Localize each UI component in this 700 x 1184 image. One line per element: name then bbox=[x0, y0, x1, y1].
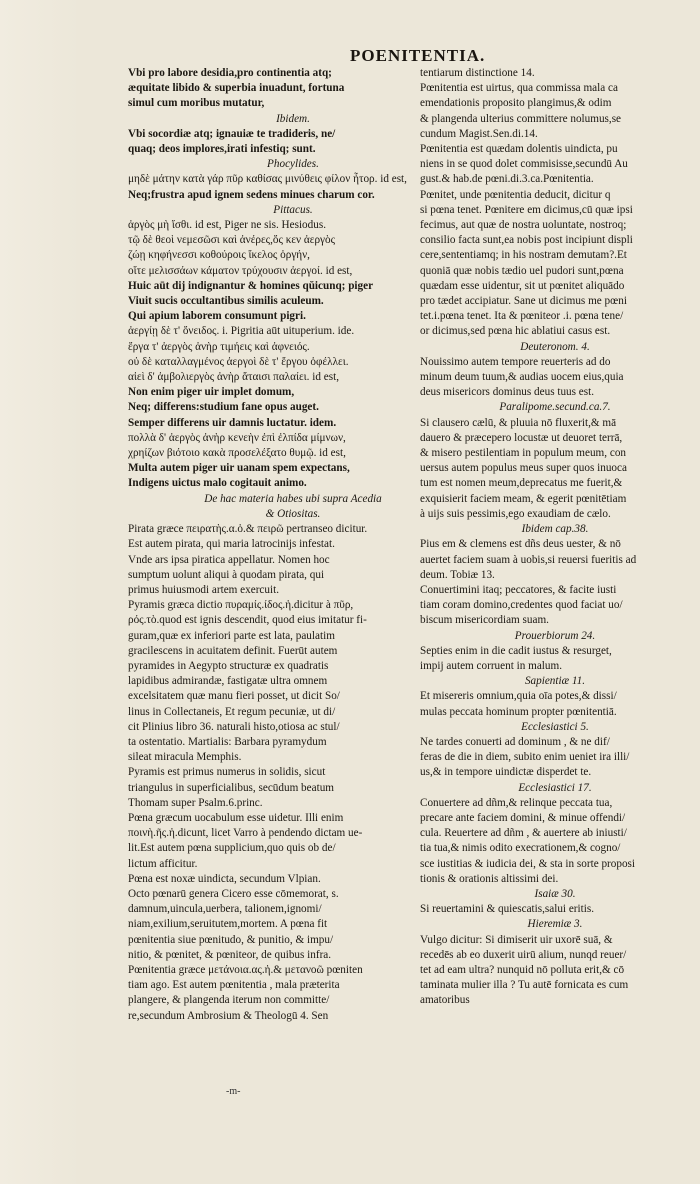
left-column-line: lapidibus admirandæ, fastigatæ ultra omnem bbox=[128, 675, 328, 688]
right-column-line: Pœnitentia est quædam dolentis uindicta, pu bbox=[420, 143, 618, 156]
right-column-line: tet ad eam ultra? nunquid nō polluta erit,& cō bbox=[420, 963, 625, 976]
left-column-line: Huic aūt dij indignantur & homines qŭicunq; piger bbox=[128, 279, 374, 292]
right-column-line: gust.& hab.de pœni.di.3.ca.Pœnitentia. bbox=[420, 173, 594, 186]
right-column-line: tiam coram domino,credentes quod faciat uo/ bbox=[420, 599, 623, 612]
left-column-line: Semper differens uir damnis luctatur. idem. bbox=[128, 416, 337, 429]
right-column-line: tum est nomen meum,deprecatus me fuerit,& bbox=[420, 477, 623, 490]
right-column-line: Paralipome.secund.ca.7. bbox=[499, 401, 611, 414]
left-column-line: Pœnitentia græce μετάνοια.ας.ἡ.& μετανοῶ pœniten bbox=[128, 963, 363, 976]
left-column-line: ζώῃ κηφήνεσσι κοθούροις ἴκελος ὀργήν, bbox=[128, 249, 310, 262]
left-column-line: Neq;frustra apud ignem sedens minues charum cor. bbox=[128, 188, 375, 201]
left-column-line: Neq; differens:studium fane opus auget. bbox=[128, 401, 319, 414]
left-column-line: Pœna est noxæ uindicta, secundum Vlpian. bbox=[128, 872, 321, 885]
left-column-line: lit.Est autem pœna supplicium,quo quis ob de/ bbox=[128, 842, 336, 855]
left-column-line: linus in Collectaneis, Et regum pecuniæ, ut di/ bbox=[128, 705, 336, 718]
left-column-line: Vbi pro labore desidia,pro continentia atq; bbox=[128, 67, 332, 79]
right-column-line: or dicimus,sed pœna hic ablatiui casus est. bbox=[420, 325, 611, 338]
left-column-line: αἰεὶ δ' ἀμβολιεργὸς ἀνὴρ ἄταισι παλαίει. id est, bbox=[128, 371, 339, 384]
left-column-line: ρός.τὸ.quod est ignis descendit, quod eius imitatur fi- bbox=[128, 614, 367, 627]
left-column-line: pyramides in Aegypto structuræ ex quadratis bbox=[128, 659, 329, 672]
right-column-line: Pius em & clemens est dñs deus uester, & nō bbox=[420, 538, 621, 551]
left-column-line: μηδὲ μάτην κατὰ γάρ πῦρ καθίσας μινύθεις φίλον ἦτορ. id est, bbox=[128, 173, 407, 186]
left-column-line: cit Plinius libro 36. naturali histo,otiosa ac stul/ bbox=[128, 720, 340, 733]
left-column-line: Indigens uictus malo cogitauit animo. bbox=[128, 477, 307, 490]
right-column-line: Si reuertamini & quiescatis,salui eritis. bbox=[420, 903, 594, 916]
right-column-line: Sapientiæ 11. bbox=[524, 675, 586, 688]
right-column-line: tionis & orationis altissimi dei. bbox=[420, 872, 559, 885]
right-column-line: emendationis proposito plangimus,& odim bbox=[420, 97, 612, 110]
left-column-line: Viuit sucis occultantibus similis aculeum. bbox=[128, 295, 324, 308]
left-margin bbox=[0, 0, 80, 1184]
left-column-line: æquitate libido & superbia inuadunt, fortuna bbox=[128, 82, 345, 95]
right-column-line: Ne tardes conuerti ad dominum , & ne dif/ bbox=[420, 735, 610, 748]
right-column-line: Et misereris omnium,quia oīa potes,& dissi/ bbox=[420, 690, 617, 703]
left-column-line: guram,quæ ex inferiori parte est lata, paulatim bbox=[128, 629, 335, 642]
left-column-line: Phocylides. bbox=[267, 158, 319, 171]
left-column-line: Est autem pirata, qui maria latrocinijs infestat. bbox=[128, 538, 335, 551]
left-column-line: Multa autem piger uir uanam spem expectans, bbox=[128, 462, 350, 475]
right-column-line: Deuteronom. 4. bbox=[520, 340, 590, 353]
left-column-line: ἀργὸς μὴ ἴσθι. id est, Piger ne sis. Hesiodus. bbox=[128, 219, 326, 232]
right-column-line: Hieremiæ 3. bbox=[527, 918, 583, 931]
left-column-line: Pittacus. bbox=[273, 203, 313, 216]
left-column-line: Octo pœnarū genera Cicero esse cōmemorat, s. bbox=[128, 887, 339, 900]
right-column-line: auertet faciem suam à uobis,si reuersi fueritis ad bbox=[420, 553, 637, 566]
right-column-line: tet.i.pœna tenet. Ita & pœniteor .i. pœna tene/ bbox=[420, 310, 624, 323]
left-column-line: quaq; deos implores,irati infestiq; sunt. bbox=[128, 143, 316, 156]
right-column-line: deus misericors dominus deus tuus est. bbox=[420, 386, 595, 399]
left-column-line: Thomam super Psalm.6.princ. bbox=[128, 796, 263, 809]
left-column-line: excelsitatem quæ manu fieri posset, ut dicit So/ bbox=[128, 690, 340, 703]
left-column-line: tiam ago. Est autem pœnitentia , mala præterita bbox=[128, 979, 340, 992]
left-column-line: De hac materia habes ubi supra Acedia bbox=[204, 492, 382, 505]
right-column-line: Pœnitentia est uirtus, qua commissa mala ca bbox=[420, 82, 618, 95]
right-column-line: biscum misericordiam suam. bbox=[420, 614, 549, 627]
left-column-line: gracilescens in acuitatem definit. Fuerūt autem bbox=[128, 644, 338, 657]
left-column-line: Pirata græce πειρατὴς.α.ὁ.& πειρῶ pertranseo dicitur. bbox=[128, 523, 368, 536]
left-column-line: Vbi socordiæ atq; ignauiæ te tradideris, ne/ bbox=[128, 127, 336, 140]
right-column-line: & misero pestilentiam in populum meum, con bbox=[420, 447, 627, 460]
left-column-line: Ibidem. bbox=[276, 112, 310, 125]
left-column-line: πολλὰ δ' ἀεργὸς ἀνὴρ κενεὴν ἐπὶ ἐλπίδα μίμνων, bbox=[128, 431, 346, 444]
left-column-line: Pyramis est primus numerus in solidis, sicut bbox=[128, 766, 326, 779]
left-column-line: ἀεργίῃ δὲ τ' ὄνειδος. i. Pigritia aūt uituperium. ide. bbox=[128, 325, 355, 338]
right-column-line: tia tua,& nimis odito execrationem,& cogno/ bbox=[420, 842, 621, 855]
left-column-line: simul cum moribus mutatur, bbox=[128, 97, 265, 110]
right-column-line: Conuertere ad dñm,& relinque peccata tua, bbox=[420, 796, 613, 809]
right-column-line: Si clausero cælū, & pluuia nō fluxerit,& mā bbox=[420, 416, 617, 429]
right-column-line: Septies enim in die cadit iustus & resurget, bbox=[420, 644, 612, 657]
left-column-line: lictum afficitur. bbox=[128, 857, 198, 870]
left-column-line: Qui apium laborem consumunt pigri. bbox=[128, 310, 306, 323]
right-column-line: impij autem corruent in malum. bbox=[420, 659, 562, 672]
right-column-line: & plangenda ulterius committere nolumus,se bbox=[420, 112, 622, 125]
right-column-line: si pœna tenet. Pœnitere em dicimus,cū quæ ipsi bbox=[420, 203, 633, 216]
right-column-line: Ecclesiastici 17. bbox=[518, 781, 592, 794]
left-column-line: re,secundum Ambrosium & Theologū 4. Sen bbox=[128, 1009, 329, 1022]
right-column-line: pro tædet accipiatur. Sane ut dicimus me pœni bbox=[420, 295, 627, 308]
left-column-line: damnum,uincula,uerbera, talionem,ignomi/ bbox=[128, 903, 322, 916]
right-column bbox=[420, 66, 690, 1009]
right-column-line: cundum Magist.Sen.di.14. bbox=[420, 127, 538, 140]
right-column-line: niens in se quod dolet commisisse,secundū Au bbox=[420, 158, 628, 171]
left-column-line: pœnitentia siue pœnitudo, & punitio, & impu/ bbox=[128, 933, 334, 946]
left-column-line: τῷ δὲ θεοὶ νεμεσῶσι καὶ ἀνέρες,ὅς κεν ἀεργὸς bbox=[128, 234, 336, 247]
right-column-line: quoniā quæ nobis tædio uel pudori sunt,pœna bbox=[420, 264, 624, 277]
running-head: POENITENTIA. bbox=[350, 46, 486, 65]
right-column-line: exquisierit faciem meam, & egerit pœnitētiam bbox=[420, 492, 627, 505]
right-column-line: taminata mulier illa ? Tu autē fornicata es cum bbox=[420, 979, 629, 992]
left-column-line: nitio, & pœnitet, & pœniteor, de quibus infra. bbox=[128, 948, 332, 961]
right-column-line: Ecclesiastici 5. bbox=[521, 720, 589, 733]
right-column-line: Nouissimo autem tempore reuerteris ad do bbox=[420, 355, 611, 368]
left-column-line: ποινὴ.ῆς.ἡ.dicunt, licet Varro à pendendo dictam ue- bbox=[128, 827, 363, 840]
right-column-line: Pœnitet, unde pœnitentia deducit, dicitur q bbox=[420, 188, 611, 201]
left-column-line: primus huiusmodi artem exercuit. bbox=[128, 583, 279, 596]
right-column-line: Isaiæ 30. bbox=[534, 887, 576, 900]
right-column-line: dauero & præcepero locustæ ut deuoret terrā, bbox=[420, 431, 623, 444]
right-column-line: consilio facta sunt,ea nobis post incipiunt displi bbox=[420, 234, 633, 247]
right-column-line: feras de die in diem, subito enim ueniet ira illi/ bbox=[420, 751, 630, 764]
right-column-line: à uijs suis pessimis,ego exaudiam de cælo. bbox=[420, 507, 611, 520]
left-column-line: niam,exilium,seruitutem,mortem. A pœna fit bbox=[128, 918, 328, 931]
right-column-line: uersus autem populus meus super quos inuoca bbox=[420, 462, 627, 475]
left-column bbox=[128, 66, 458, 1024]
right-column-line: cere,sententiamq; in his nostram demutam?.Et bbox=[420, 249, 627, 262]
right-column-line: amatoribus bbox=[420, 994, 470, 1007]
right-column-line: fecimus, aut quæ de nostra uoluntate, nostroq; bbox=[420, 219, 627, 232]
right-column-line: sce iustitias & iudicia dei, & sta in sorte proposi bbox=[420, 857, 636, 870]
left-column-line: χρηίζων βιότοιο κακὰ προσελέξατο θυμῷ. id est, bbox=[128, 447, 346, 460]
left-column-line: sileat miracula Memphis. bbox=[128, 751, 242, 764]
left-column-line: triangulus in superficialibus, secūdum beatum bbox=[128, 781, 334, 794]
right-column-line: Vulgo dicitur: Si dimiserit uir uxorē suā, & bbox=[420, 933, 613, 946]
left-column-line: plangere, & plangenda iterum non committe/ bbox=[128, 994, 330, 1007]
left-column-line: οἵτε μελισσάων κάματον τρύχουσιν ἀεργοί. id est, bbox=[128, 264, 353, 277]
right-column-line: tentiarum distinctione 14. bbox=[420, 67, 535, 79]
left-column-line: Pœna græcum uocabulum esse uidetur. Illi enim bbox=[128, 811, 344, 824]
left-column-line: Pyramis græca dictio πυραμίς.ίδος.ἡ.dicitur à πῦρ, bbox=[128, 599, 354, 612]
left-column-line: & Otiositas. bbox=[265, 507, 321, 520]
right-column-line: deum. Tobiæ 13. bbox=[420, 568, 495, 581]
left-column-line: sumptum uolunt aliqui à quodam pirata, qui bbox=[128, 568, 325, 581]
right-column-line: Ibidem cap.38. bbox=[521, 523, 589, 536]
right-column-line: Conuertimini itaq; peccatores, & facite iusti bbox=[420, 583, 617, 596]
right-column-line: precare ante faciem domini, & minue offendi/ bbox=[420, 811, 626, 824]
left-column-line: ta ostentatio. Martialis: Barbara pyramydum bbox=[128, 735, 327, 748]
right-column-line: recedēs ab eo duxerit uirū alium, nunqd reuer/ bbox=[420, 948, 627, 961]
left-column-line: Non enim piger uir implet domum, bbox=[128, 386, 295, 399]
right-column-line: Prouerbiorum 24. bbox=[514, 629, 596, 642]
left-column-line: Vnde ars ipsa piratica appellatur. Nomen hoc bbox=[128, 553, 330, 566]
left-column-line: ἔργα τ' ἀεργὸς ἀνὴρ τιμήεις καὶ ἀφνειός. bbox=[128, 340, 310, 353]
right-column-line: us,& in tempore uindictæ disperdet te. bbox=[420, 766, 592, 779]
right-column-line: minum deum tuum,& audias uocem eius,quia bbox=[420, 371, 624, 384]
signature-mark: -m- bbox=[226, 1086, 241, 1097]
right-column-line: cula. Reuertere ad dñm , & auertere ab iniusti/ bbox=[420, 827, 627, 840]
right-column-line: quædam esse uidentur, sit ut pœnitet aliquādo bbox=[420, 279, 625, 292]
left-column-line: οὐ δὲ καταλλαγμένος ἀεργοὶ δὲ τ' ἔργου ὀφέλλει. bbox=[128, 355, 349, 368]
right-column-line: mulas peccata hominum propter pœnitentiā. bbox=[420, 705, 617, 718]
